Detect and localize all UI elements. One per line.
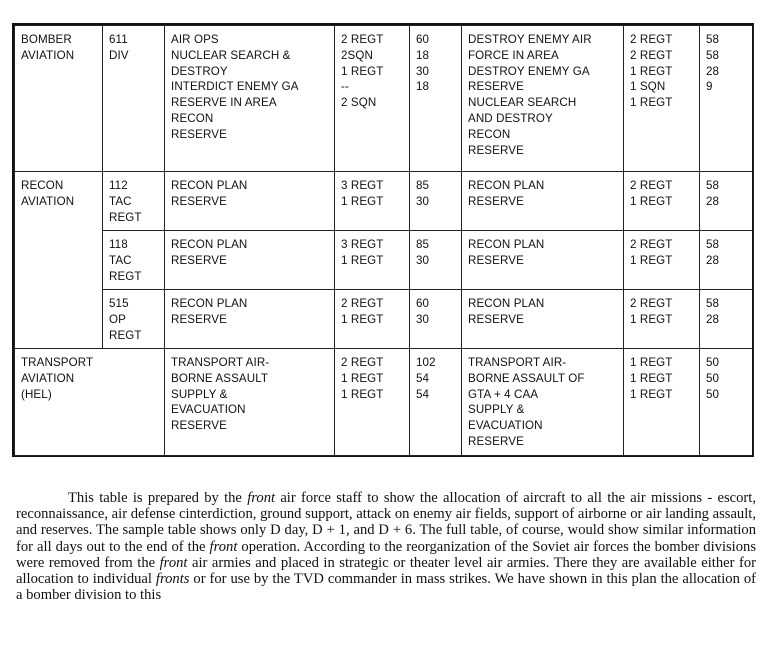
table-row-bomber: [15, 26, 754, 172]
cell-aircraft-second: 50 50 50: [700, 349, 754, 456]
cell-missions-second: RECON PLAN RESERVE: [462, 290, 624, 349]
cell-forces-first: 3 REGT 1 REGT: [335, 231, 410, 290]
table-row-recon-515: [15, 290, 754, 349]
cell-unit: 118 TAC REGT: [103, 231, 165, 290]
cell-aircraft-first: 60 18 30 18: [410, 26, 462, 172]
cell-unit: 515 OP REGT: [103, 290, 165, 349]
text-run: or for use by the TVD commander in mass strikes. We have shown in this plan the allocation of a bomber division to this: [16, 571, 756, 604]
italic-term: fronts: [155, 571, 190, 588]
cell-aircraft-second: 58 28: [700, 290, 754, 349]
text-run: air force staff to show the allocation of aircraft to all the air missions - escort, reconnaissance, air defense cinterdiction, ground support, attack on enemy air fields, support of airborne or air landing assault, and reserves. The sample table shows only D day, D + 1, and D + 6. The full table, of course, would show similar information for all days out to the end of the: [16, 490, 756, 555]
aircraft-allocation-table: [14, 25, 754, 456]
cell-forces-first: 2 REGT 2SQN 1 REGT -- 2 SQN: [335, 26, 410, 172]
cell-forces-first: 2 REGT 1 REGT 1 REGT: [335, 349, 410, 456]
cell-missions-second: DESTROY ENEMY AIR FORCE IN AREA DESTROY ENEMY GA RESERVE NUCLEAR SEARCH AND DESTROY RECON RESERVE: [462, 26, 624, 172]
cell-aircraft-second: 58 58 28 9: [700, 26, 754, 172]
text-run: This table is prepared by the: [68, 490, 248, 506]
cell-missions-first: RECON PLAN RESERVE: [165, 290, 335, 349]
cell-aviation-type: BOMBER AVIATION: [15, 26, 103, 172]
cell-forces-second: 2 REGT 1 REGT: [624, 231, 700, 290]
cell-missions-second: RECON PLAN RESERVE: [462, 172, 624, 231]
italic-term: front: [209, 538, 238, 555]
cell-forces-second: 2 REGT 1 REGT: [624, 290, 700, 349]
cell-aircraft-first: 60 30: [410, 290, 462, 349]
italic-term: front: [159, 554, 188, 571]
cell-forces-second: 2 REGT 1 REGT: [624, 172, 700, 231]
text-run: operation. According to the reorganization of the Soviet air forces the bomber divisions were removed from the: [16, 538, 757, 571]
cell-aviation-type: RECON AVIATION: [15, 172, 103, 349]
cell-missions-second: RECON PLAN RESERVE: [462, 231, 624, 290]
cell-aircraft-second: 58 28: [700, 172, 754, 231]
cell-missions-first: TRANSPORT AIR- BORNE ASSAULT SUPPLY & EVACUATION RESERVE: [165, 349, 335, 456]
cell-aviation-type: TRANSPORT AVIATION (HEL): [15, 349, 165, 456]
cell-aircraft-first: 102 54 54: [410, 349, 462, 456]
cell-unit: 112 TAC REGT: [103, 172, 165, 231]
allocation-table-frame: [12, 23, 754, 457]
paragraph: [16, 490, 756, 603]
body-text: [16, 490, 756, 603]
cell-forces-first: 3 REGT 1 REGT: [335, 172, 410, 231]
cell-unit: 611 DIV: [103, 26, 165, 172]
cell-forces-second: 2 REGT 2 REGT 1 REGT 1 SQN 1 REGT: [624, 26, 700, 172]
cell-aircraft-first: 85 30: [410, 172, 462, 231]
table-row-transport: [15, 349, 754, 456]
cell-aircraft-first: 85 30: [410, 231, 462, 290]
cell-missions-first: AIR OPS NUCLEAR SEARCH & DESTROY INTERDICT ENEMY GA RESERVE IN AREA RECON RESERVE: [165, 26, 335, 172]
cell-missions-first: RECON PLAN RESERVE: [165, 231, 335, 290]
text-run: air armies and placed in strategic or theater level air armies. There they are available either for allocation to individual: [16, 554, 757, 588]
cell-missions-first: RECON PLAN RESERVE: [165, 172, 335, 231]
cell-missions-second: TRANSPORT AIR- BORNE ASSAULT OF GTA + 4 CAA SUPPLY & EVACUATION RESERVE: [462, 349, 624, 456]
cell-aircraft-second: 58 28: [700, 231, 754, 290]
cell-forces-first: 2 REGT 1 REGT: [335, 290, 410, 349]
cell-forces-second: 1 REGT 1 REGT 1 REGT: [624, 349, 700, 456]
italic-term: front: [247, 490, 276, 506]
table-row-recon-112: [15, 172, 754, 231]
table-row-recon-118: [15, 231, 754, 290]
